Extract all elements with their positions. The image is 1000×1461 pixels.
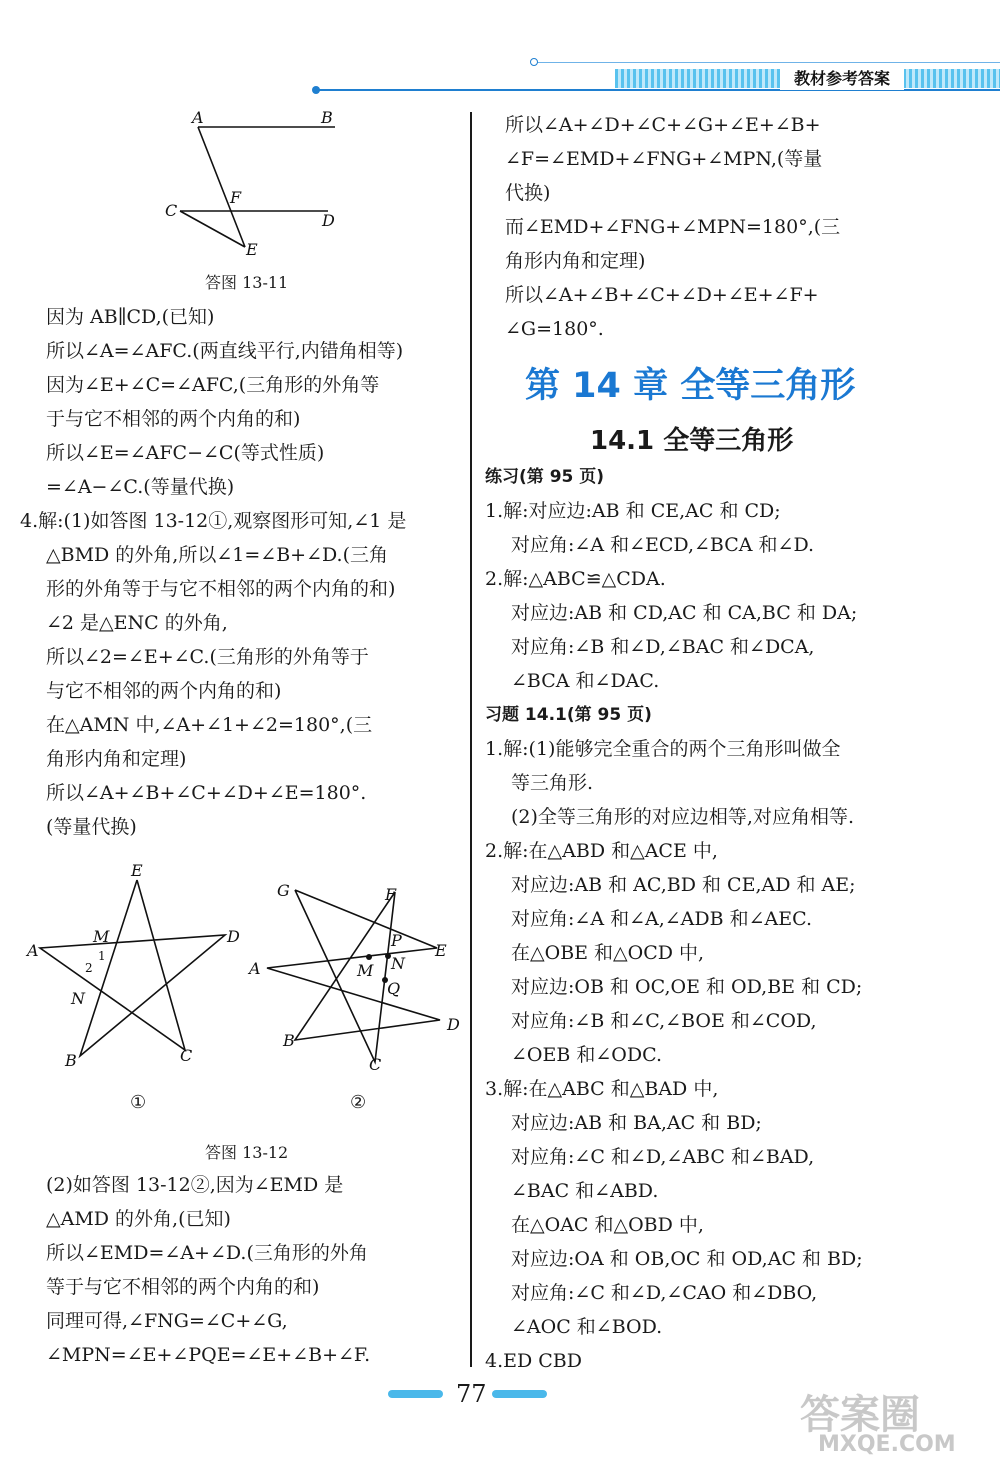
label-b: B: [283, 1031, 295, 1050]
left-line: 形的外角等于与它不相邻的两个内角的和): [46, 578, 396, 600]
label-a: A: [27, 941, 39, 960]
right-column-answers: [485, 460, 863, 1378]
left-line: 所以∠A=∠AFC.(两直线平行,内错角相等): [46, 340, 404, 362]
right-line: 在△OAC 和△OBD 中,: [511, 1214, 704, 1236]
right-line: 对应角:∠A 和∠ECD,∠BCA 和∠D.: [511, 534, 815, 556]
left-line: 等于与它不相邻的两个内角的和): [46, 1276, 320, 1298]
label-b: B: [321, 108, 333, 127]
right-line: ∠BAC 和∠ABD.: [511, 1180, 659, 1202]
label-n: N: [71, 989, 85, 1008]
left-line: 所以∠E=∠AFC−∠C(等式性质): [46, 442, 325, 464]
right-line: 对应边:AB 和 BA,AC 和 BD;: [511, 1112, 762, 1134]
right-column-top: [505, 108, 840, 346]
left-line: 因为 AB∥CD,(已知): [46, 306, 215, 328]
point-m: [366, 954, 372, 960]
right-line: 所以∠A+∠B+∠C+∠D+∠E+∠F+: [505, 284, 819, 306]
right-line: 对应角:∠B 和∠D,∠BAC 和∠DCA,: [511, 636, 815, 658]
label-n: N: [391, 954, 405, 973]
left-line: ∠2 是△ENC 的外角,: [46, 612, 228, 634]
header-thin-rule: [535, 62, 1000, 63]
right-line: ∠G=180°.: [505, 318, 604, 340]
label-e: E: [246, 240, 258, 259]
right-line: 等三角形.: [511, 772, 594, 794]
label-q: Q: [387, 979, 401, 998]
label-m: M: [93, 927, 110, 946]
label-d: D: [447, 1015, 460, 1034]
left-line: △BMD 的外角,所以∠1=∠B+∠D.(三角: [46, 544, 389, 566]
right-line: 对应角:∠B 和∠C,∠BOE 和∠COD,: [511, 1010, 817, 1032]
header-label: 教材参考答案: [780, 68, 904, 90]
label-b: B: [65, 1051, 77, 1070]
right-line: 3.解:在△ABC 和△BAD 中,: [485, 1078, 719, 1100]
right-line: 4.ED CBD: [485, 1350, 583, 1372]
label-c: C: [165, 201, 178, 220]
right-line: 1.解:对应边:AB 和 CE,AC 和 CD;: [485, 500, 781, 522]
left-line: 于与它不相邻的两个内角的和): [46, 408, 301, 430]
label-g: G: [277, 881, 290, 900]
left-line: 因为∠E+∠C=∠AFC,(三角形的外角等: [46, 374, 380, 396]
line-ce: [180, 211, 245, 247]
label-d: D: [322, 211, 335, 230]
header-dot-small: [530, 58, 538, 66]
left-line: =∠A−∠C.(等量代换): [46, 476, 235, 498]
right-line: 对应角:∠C 和∠D,∠ABC 和∠BAD,: [511, 1146, 815, 1168]
left-line: ∠MPN=∠E+∠PQE=∠E+∠B+∠F.: [46, 1344, 371, 1366]
right-line: ∠AOC 和∠BOD.: [511, 1316, 663, 1338]
label-a: A: [249, 959, 261, 978]
figure-13-12-caption: 答图 13-12: [205, 1143, 289, 1162]
left-line: 与它不相邻的两个内角的和): [46, 680, 282, 702]
watermark: 答案圈: [800, 1392, 920, 1438]
figure-13-12-sub2: ②: [350, 1092, 367, 1113]
footer-deco-right: [492, 1390, 547, 1398]
label-m: M: [357, 961, 374, 980]
section-title: 14.1 全等三角形: [590, 426, 794, 456]
page-number: 77: [456, 1380, 487, 1408]
column-divider: [470, 112, 472, 1367]
label-e: E: [131, 861, 143, 880]
right-line: 2.解:在△ABD 和△ACE 中,: [485, 840, 718, 862]
left-column-top: [20, 300, 406, 844]
right-line: 对应边:AB 和 AC,BD 和 CE,AD 和 AE;: [511, 874, 856, 896]
left-line: 同理可得,∠FNG=∠C+∠G,: [46, 1310, 288, 1332]
right-line: 对应角:∠A 和∠A,∠ADB 和∠AEC.: [511, 908, 813, 930]
label-f: F: [385, 885, 397, 904]
footer-deco-left: [388, 1390, 443, 1398]
right-line: 对应边:OA 和 OB,OC 和 OD,AC 和 BD;: [511, 1248, 863, 1270]
figure-13-12-2: [245, 870, 470, 1080]
right-line: ∠BCA 和∠DAC.: [511, 670, 660, 692]
label-c: C: [369, 1055, 382, 1074]
figure-13-11-caption: 答图 13-11: [205, 273, 289, 292]
figure-13-12-sub1: ①: [130, 1092, 147, 1113]
left-line: 在△AMN 中,∠A+∠1+∠2=180°,(三: [46, 714, 373, 736]
line-ae: [198, 127, 245, 247]
right-line: 2.解:△ABC≌△CDA.: [485, 568, 666, 590]
figure-13-11: [150, 105, 370, 270]
right-line: 角形内角和定理): [505, 250, 646, 272]
exercise-heading: 习题 14.1(第 95 页): [485, 705, 652, 725]
watermark-sub: MXQE.COM: [818, 1432, 956, 1457]
star-1: [40, 880, 225, 1056]
exercise-heading: 练习(第 95 页): [485, 467, 605, 487]
header-dot: [312, 86, 320, 94]
label-a: A: [192, 108, 204, 127]
right-line: 对应角:∠C 和∠D,∠CAO 和∠DBO,: [511, 1282, 818, 1304]
right-line: 而∠EMD+∠FNG+∠MPN=180°,(三: [505, 216, 841, 238]
label-angle-1: 1: [98, 949, 106, 963]
left-line: 所以∠EMD=∠A+∠D.(三角形的外角: [46, 1242, 368, 1264]
right-line: 对应边:OB 和 OC,OE 和 OD,BE 和 CD;: [511, 976, 863, 998]
left-line: 4.解:(1)如答图 13-12①,观察图形可知,∠1 是: [20, 510, 407, 532]
right-line: 所以∠A+∠D+∠C+∠G+∠E+∠B+: [505, 114, 821, 136]
chapter-title: 第 14 章 全等三角形: [525, 366, 856, 406]
label-e: E: [435, 941, 447, 960]
label-angle-2: 2: [85, 961, 93, 975]
right-line: (2)全等三角形的对应边相等,对应角相等.: [511, 806, 854, 828]
label-c: C: [180, 1046, 193, 1065]
left-line: 角形内角和定理): [46, 748, 187, 770]
right-line: ∠F=∠EMD+∠FNG+∠MPN,(等量: [505, 148, 823, 170]
label-f: F: [230, 188, 242, 207]
left-line: (等量代换): [46, 816, 137, 838]
right-line: 代换): [505, 182, 551, 204]
left-line: △AMD 的外角,(已知): [46, 1208, 231, 1230]
left-line: 所以∠A+∠B+∠C+∠D+∠E=180°.: [46, 782, 367, 804]
figure-13-12-1: [25, 860, 255, 1075]
label-p: P: [391, 931, 402, 950]
left-line: (2)如答图 13-12②,因为∠EMD 是: [46, 1174, 344, 1196]
right-line: 对应边:AB 和 CD,AC 和 CA,BC 和 DA;: [511, 602, 858, 624]
left-line: 所以∠2=∠E+∠C.(三角形的外角等于: [46, 646, 369, 668]
right-line: 1.解:(1)能够完全重合的两个三角形叫做全: [485, 738, 841, 760]
left-column-bottom: [20, 1168, 370, 1372]
right-line: ∠OEB 和∠ODC.: [511, 1044, 662, 1066]
right-line: 在△OBE 和△OCD 中,: [511, 942, 705, 964]
label-d: D: [227, 927, 240, 946]
